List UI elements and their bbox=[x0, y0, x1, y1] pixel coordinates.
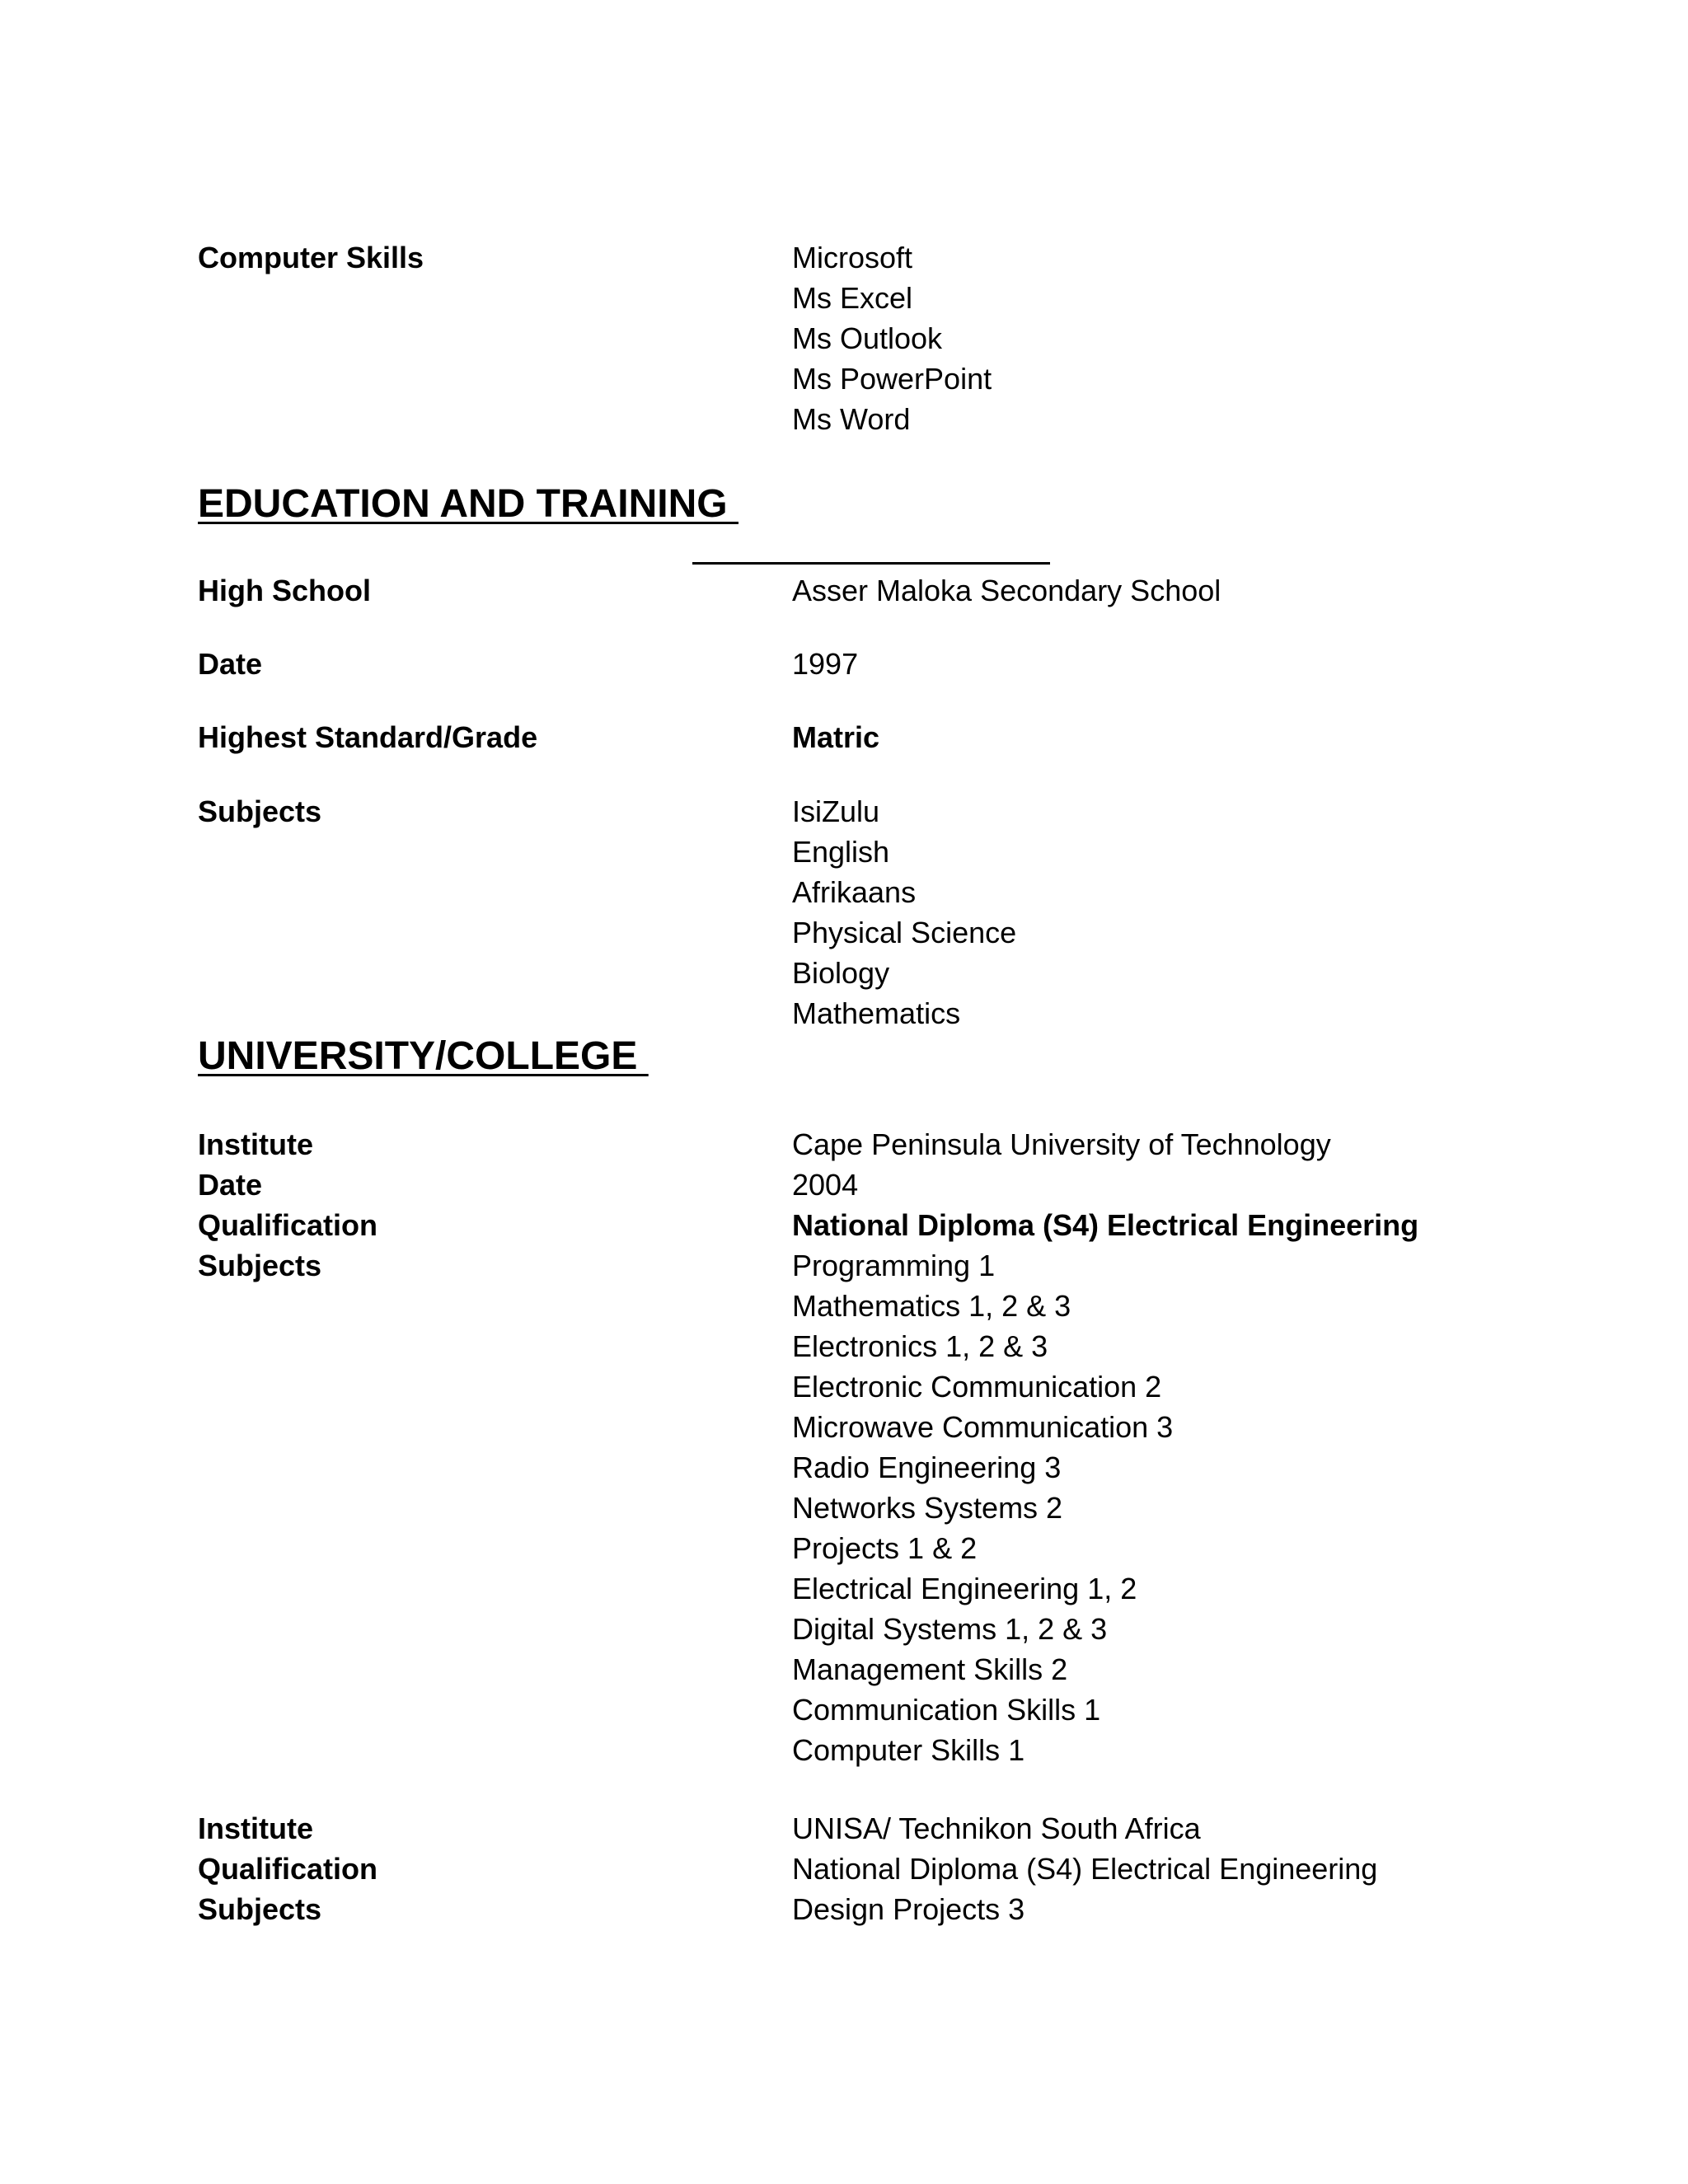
high-school-label: High School bbox=[198, 574, 371, 607]
education-heading: EDUCATION AND TRAINING bbox=[198, 482, 738, 526]
university-subjects-label: Subjects bbox=[198, 1892, 322, 1926]
school-subjects-list bbox=[792, 791, 1016, 1033]
university-date-label: Date bbox=[198, 1168, 263, 1202]
unisa-subjects-list bbox=[792, 1889, 1025, 1929]
subject-item: Computer Skills 1 bbox=[792, 1733, 1025, 1767]
institute-label: Institute bbox=[198, 1127, 313, 1161]
university-date-value: 2004 bbox=[792, 1168, 859, 1202]
subject-item: Afrikaans bbox=[792, 875, 917, 909]
subject-item: Communication Skills 1 bbox=[792, 1693, 1101, 1727]
subject-item: Mathematics 1, 2 & 3 bbox=[792, 1289, 1071, 1323]
subject-item: Radio Engineering 3 bbox=[792, 1451, 1062, 1484]
institute-value: UNISA/ Technikon South Africa bbox=[792, 1811, 1201, 1845]
subject-item: Projects 1 & 2 bbox=[792, 1531, 978, 1565]
grade-label: Highest Standard/Grade bbox=[198, 720, 538, 754]
computer-skill-item: Ms Word bbox=[792, 402, 911, 436]
high-school-value: Asser Maloka Secondary School bbox=[792, 574, 1221, 607]
qualification-value: National Diploma (S4) Electrical Engineering bbox=[792, 1208, 1419, 1242]
subject-item: Design Projects 3 bbox=[792, 1892, 1025, 1926]
subject-item: Digital Systems 1, 2 & 3 bbox=[792, 1612, 1108, 1646]
subject-item: Electronics 1, 2 & 3 bbox=[792, 1329, 1048, 1363]
subject-item: Programming 1 bbox=[792, 1249, 996, 1282]
computer-skill-item: Ms Excel bbox=[792, 281, 913, 315]
subject-item: IsiZulu bbox=[792, 794, 880, 828]
qualification-label: Qualification bbox=[198, 1208, 378, 1242]
subject-item: Networks Systems 2 bbox=[792, 1491, 1063, 1525]
computer-skills-list bbox=[792, 237, 992, 439]
computer-skills-label: Computer Skills bbox=[198, 241, 424, 274]
subject-item: Management Skills 2 bbox=[792, 1652, 1068, 1686]
subject-item: Mathematics bbox=[792, 996, 961, 1030]
subject-item: Biology bbox=[792, 956, 890, 990]
horizontal-rule bbox=[692, 562, 1050, 565]
school-date-label: Date bbox=[198, 647, 263, 681]
subject-item: English bbox=[792, 835, 890, 869]
qualification-value: National Diploma (S4) Electrical Engineering bbox=[792, 1852, 1378, 1886]
computer-skill-item: Ms PowerPoint bbox=[792, 362, 992, 396]
university-heading: UNIVERSITY/COLLEGE bbox=[198, 1034, 649, 1078]
school-date-value: 1997 bbox=[792, 647, 859, 681]
computer-skill-item: Microsoft bbox=[792, 241, 913, 274]
grade-value: Matric bbox=[792, 720, 880, 754]
subject-item: Electronic Communication 2 bbox=[792, 1370, 1162, 1404]
subject-item: Microwave Communication 3 bbox=[792, 1410, 1174, 1444]
university-subjects-list bbox=[792, 1245, 1173, 1770]
subject-item: Electrical Engineering 1, 2 bbox=[792, 1572, 1137, 1605]
institute-label: Institute bbox=[198, 1811, 313, 1845]
university-subjects-label: Subjects bbox=[198, 1249, 322, 1282]
school-subjects-label: Subjects bbox=[198, 794, 322, 828]
computer-skill-item: Ms Outlook bbox=[792, 321, 943, 355]
subject-item: Physical Science bbox=[792, 916, 1017, 949]
institute-value: Cape Peninsula University of Technology bbox=[792, 1127, 1331, 1161]
qualification-label: Qualification bbox=[198, 1852, 378, 1886]
